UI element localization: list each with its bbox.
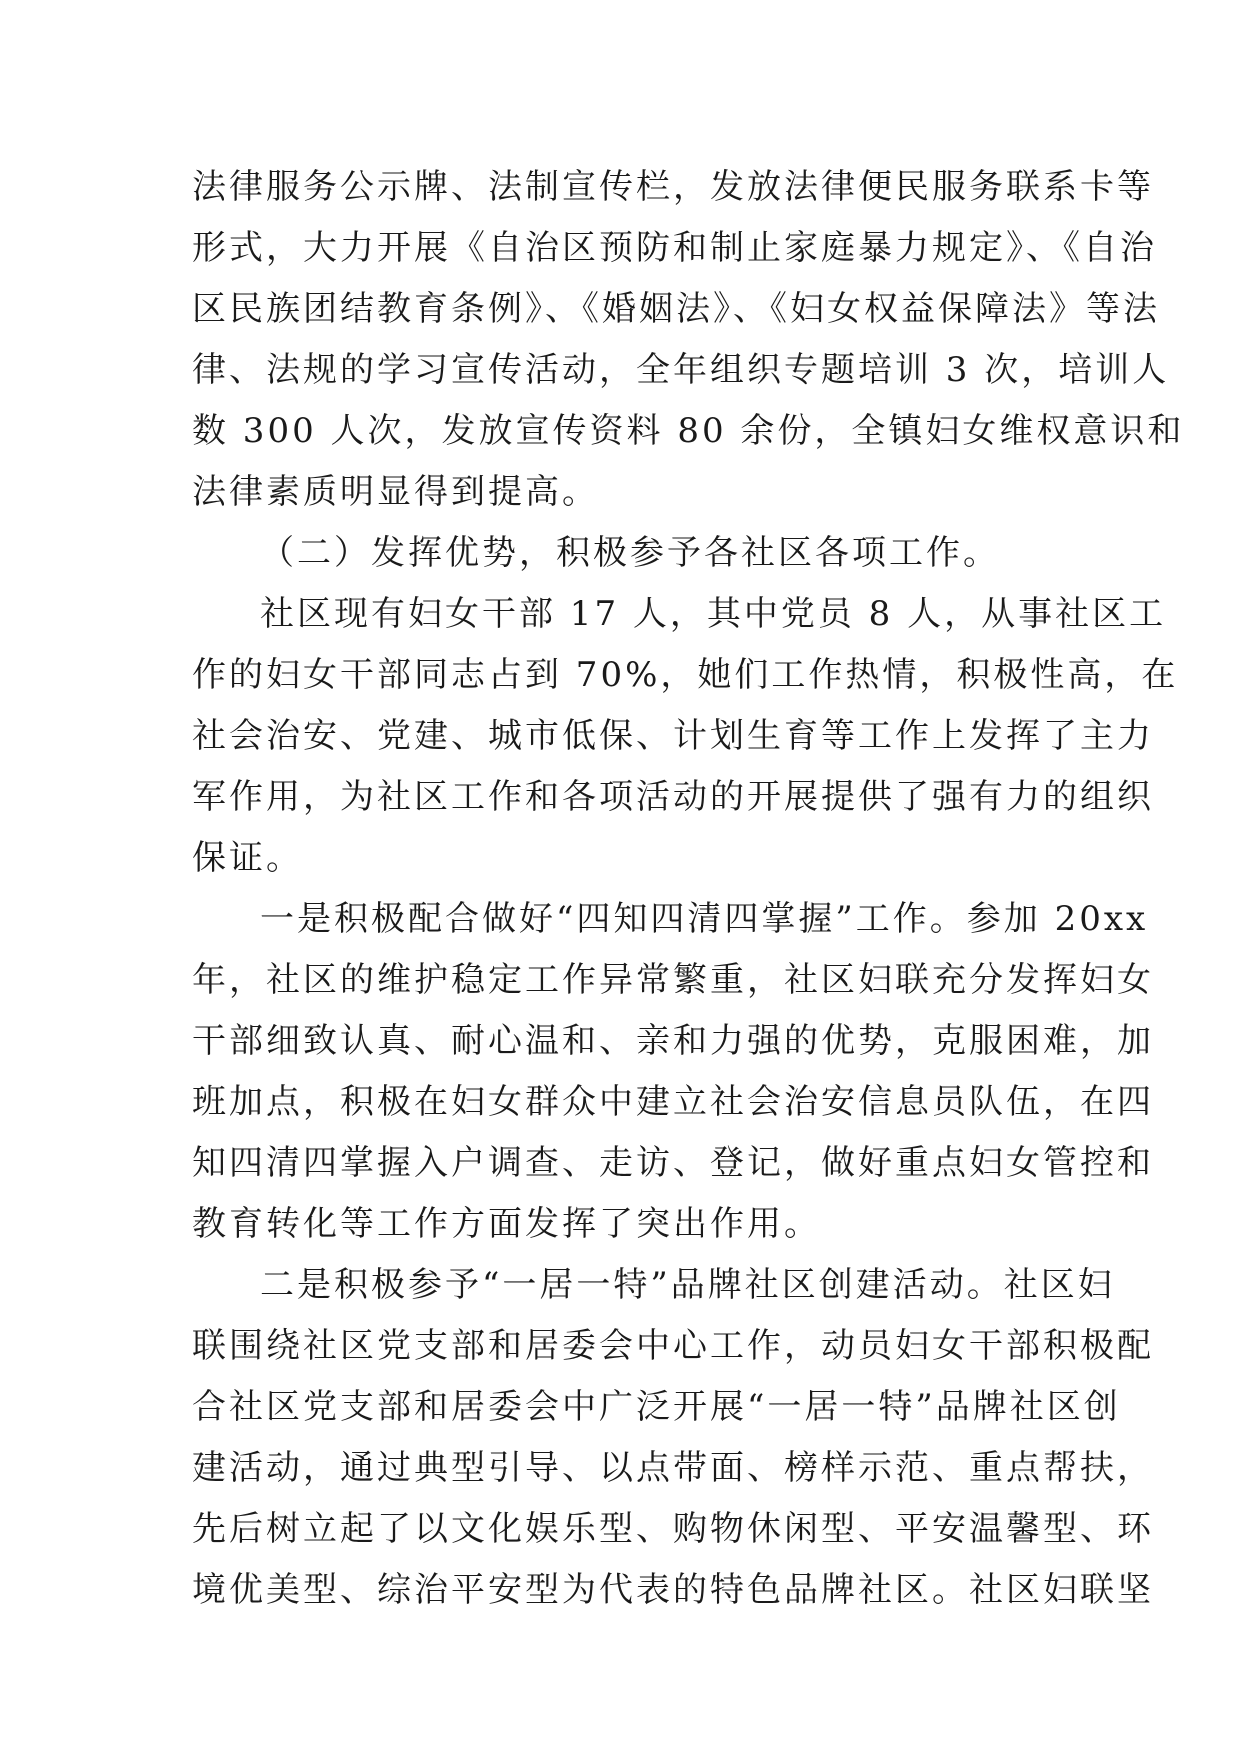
text-line: 合社区党支部和居委会中广泛开展“一居一特”品牌社区创 — [192, 1387, 1121, 1427]
text-line: 知四清四掌握入户调查、走访、登记，做好重点妇女管控和 — [192, 1143, 1154, 1183]
text-line: 军作用，为社区工作和各项活动的开展提供了强有力的组织 — [192, 777, 1154, 817]
text-line: 联围绕社区党支部和居委会中心工作，动员妇女干部积极配 — [192, 1326, 1154, 1366]
text-line: 律、法规的学习宣传活动，全年组织专题培训 3 次，培训人 — [192, 350, 1170, 390]
text-line: 法律服务公示牌、法制宣传栏，发放法律便民服务联系卡等 — [192, 167, 1154, 207]
text-line: 区民族团结教育条例》、《婚姻法》、《妇女权益保障法》等法 — [192, 289, 1160, 329]
text-line: （二）发挥优势，积极参予各社区各项工作。 — [260, 533, 1000, 573]
text-line: 建活动，通过典型引导、以点带面、榜样示范、重点帮扶， — [192, 1448, 1154, 1488]
text-line: 先后树立起了以文化娱乐型、购物休闲型、平安温馨型、环 — [192, 1509, 1154, 1549]
text-line: 干部细致认真、耐心温和、亲和力强的优势，克服困难，加 — [192, 1021, 1154, 1061]
text-line: 教育转化等工作方面发挥了突出作用。 — [192, 1204, 821, 1244]
text-line: 境优美型、综治平安型为代表的特色品牌社区。社区妇联坚 — [192, 1570, 1154, 1610]
text-line: 班加点，积极在妇女群众中建立社会治安信息员队伍，在四 — [192, 1082, 1154, 1122]
text-line: 数 300 人次，发放宣传资料 80 余份，全镇妇女维权意识和 — [192, 411, 1185, 451]
text-line: 形式，大力开展《自治区预防和制止家庭暴力规定》、《自治 — [192, 228, 1157, 268]
text-line: 一是积极配合做好“四知四清四掌握”工作。参加 20xx — [260, 899, 1149, 939]
text-line: 法律素质明显得到提高。 — [192, 472, 599, 512]
text-line: 社会治安、党建、城市低保、计划生育等工作上发挥了主力 — [192, 716, 1154, 756]
text-line: 二是积极参予“一居一特”品牌社区创建活动。社区妇 — [260, 1265, 1115, 1305]
text-line: 保证。 — [192, 838, 303, 878]
body-text — [192, 157, 1185, 1621]
text-line: 年，社区的维护稳定工作异常繁重，社区妇联充分发挥妇女 — [192, 960, 1154, 1000]
text-line: 作的妇女干部同志占到 70%，她们工作热情，积极性高，在 — [192, 655, 1179, 695]
text-line: 社区现有妇女干部 17 人，其中党员 8 人，从事社区工 — [260, 594, 1167, 634]
